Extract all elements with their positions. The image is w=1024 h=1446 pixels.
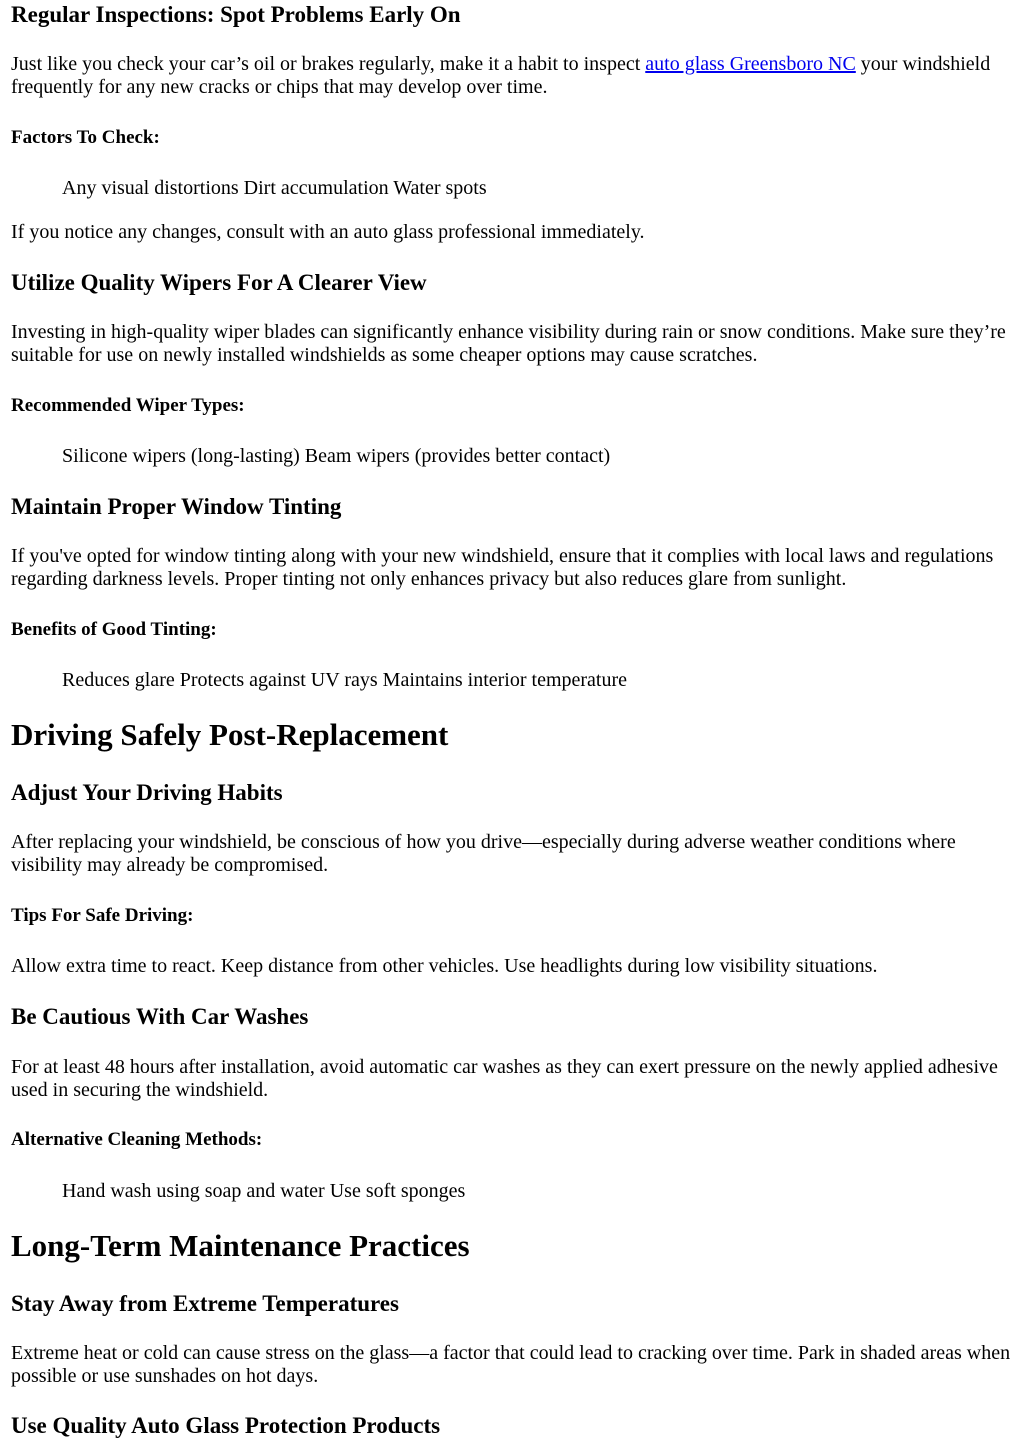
- heading-protection-products: Use Quality Auto Glass Protection Products: [11, 1413, 441, 1438]
- paragraph-inspections-before: Just like you check your car’s oil or brakes regularly, make it a habit to inspect: [11, 53, 646, 75]
- paragraph-car-washes: For at least 48 hours after installation, avoid automatic car washes as they can exert pressure on the newly applied adhesive used in securing the windshield.: [11, 1056, 998, 1101]
- heading-quality-wipers: Utilize Quality Wipers For A Clearer View: [11, 270, 427, 295]
- paragraph-driving-habits: After replacing your windshield, be conscious of how you drive—especially during adverse weather conditions where visibility may already be compromised.: [11, 831, 956, 876]
- heading-benefits-tinting: Benefits of Good Tinting:: [11, 619, 217, 640]
- heading-alternative-cleaning: Alternative Cleaning Methods:: [11, 1129, 263, 1150]
- paragraph-inspections: [11, 53, 1011, 99]
- paragraph-extreme-temperatures: Extreme heat or cold can cause stress on the glass—a factor that could lead to cracking over time. Park in shaded areas when possible or use sunshades on hot days.: [11, 1342, 1011, 1387]
- list-factors: Any visual distortions Dirt accumulation Water spots: [62, 177, 487, 199]
- auto-glass-link[interactable]: auto glass Greensboro NC: [645, 53, 856, 75]
- heading-car-washes: Be Cautious With Car Washes: [11, 1004, 309, 1029]
- paragraph-tinting: If you've opted for window tinting along with your new windshield, ensure that it complies with local laws and regulations regarding darkness levels. Proper tinting not only enhances privacy but also reduces glare from sunlight.: [11, 545, 994, 590]
- heading-driving-habits: Adjust Your Driving Habits: [11, 780, 283, 805]
- paragraph-notice-changes: If you notice any changes, consult with an auto glass professional immediately.: [11, 221, 645, 243]
- heading-driving-safely: Driving Safely Post-Replacement: [11, 717, 449, 752]
- paragraph-safe-driving-tips: Allow extra time to react. Keep distance from other vehicles. Use headlights during low visibility situations.: [11, 955, 878, 977]
- list-alternative-cleaning: Hand wash using soap and water Use soft sponges: [62, 1180, 466, 1202]
- heading-regular-inspections: Regular Inspections: Spot Problems Early On: [11, 2, 461, 27]
- heading-safe-driving-tips: Tips For Safe Driving:: [11, 905, 194, 926]
- paragraph-wipers: Investing in high-quality wiper blades can significantly enhance visibility during rain or snow conditions. Make sure they’re suitable for use on newly installed windshields as some cheaper options may cause scratches.: [11, 321, 1006, 366]
- list-wiper-types: Silicone wipers (long-lasting) Beam wipers (provides better contact): [62, 445, 611, 467]
- heading-factors-to-check: Factors To Check:: [11, 127, 160, 148]
- heading-extreme-temperatures: Stay Away from Extreme Temperatures: [11, 1291, 399, 1316]
- paragraph-inspections-after: your windshield frequently for any new cracks or chips that may develop over time.: [11, 53, 991, 98]
- heading-recommended-wipers: Recommended Wiper Types:: [11, 395, 245, 416]
- heading-window-tinting: Maintain Proper Window Tinting: [11, 494, 342, 519]
- list-tinting-benefits: Reduces glare Protects against UV rays Maintains interior temperature: [62, 669, 628, 691]
- heading-long-term-maintenance: Long-Term Maintenance Practices: [11, 1228, 470, 1263]
